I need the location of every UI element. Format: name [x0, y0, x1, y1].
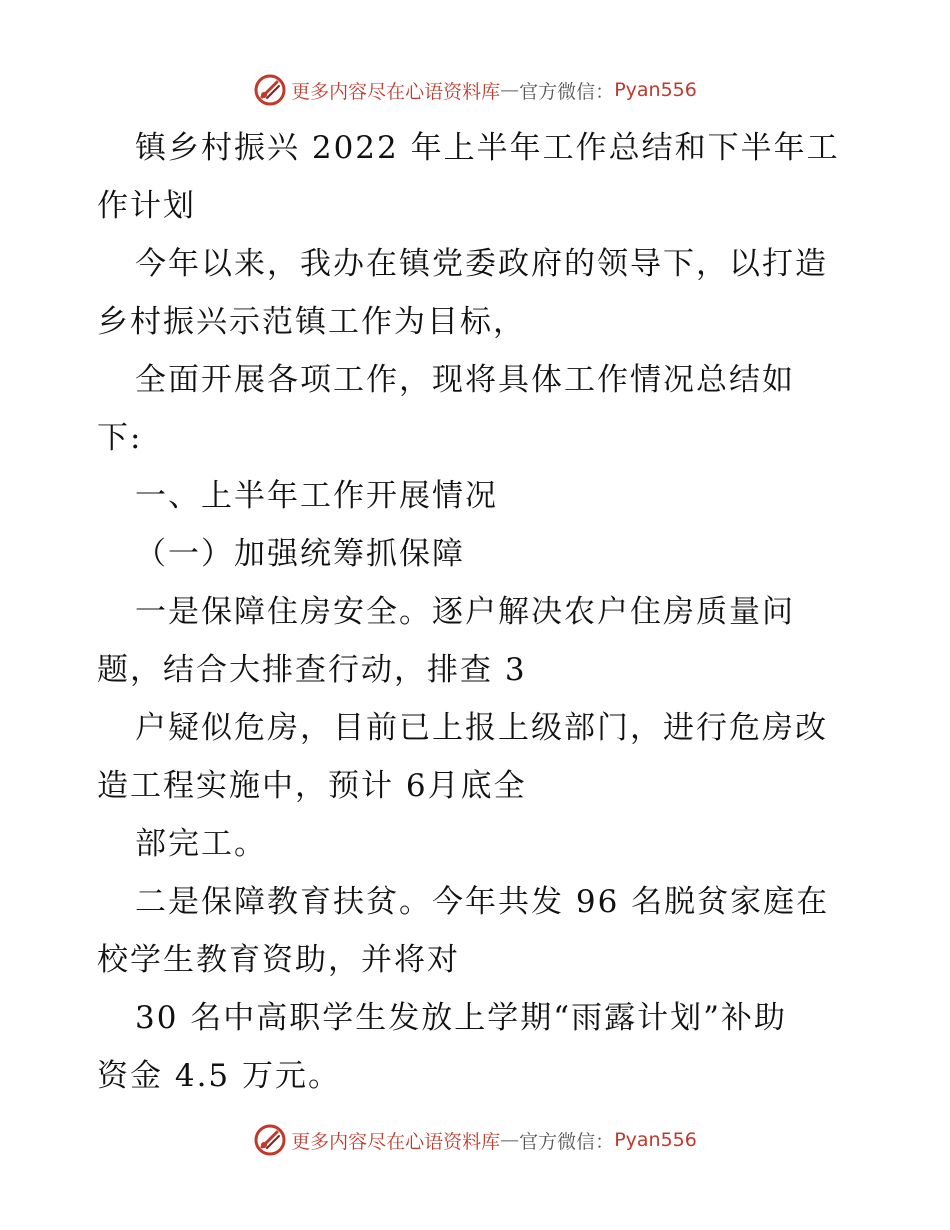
doc-paragraph-line: 户疑似危房，目前已上报上级部门，进行危房改 [135, 710, 828, 746]
doc-paragraph-line: 下: [97, 420, 143, 456]
footer-watermark-banner [0, 1120, 950, 1160]
brand-logo-icon [253, 1123, 287, 1157]
banner-separator: — [500, 1129, 520, 1151]
doc-title-line-1: 镇乡村振兴 2022 年上半年工作总结和下半年工 [135, 130, 840, 166]
doc-paragraph-line: 全面开展各项工作，现将具体工作情况总结如 [135, 362, 795, 398]
doc-paragraph-line: 乡村振兴示范镇工作为目标， [97, 304, 526, 340]
doc-paragraph-line: 部完工。 [135, 826, 267, 862]
banner-wechat-label: 官方微信： [519, 1130, 615, 1153]
doc-paragraph-line: 资金 4.5 万元。 [97, 1058, 342, 1094]
doc-paragraph-line: 今年以来，我办在镇党委政府的领导下，以打造 [135, 246, 828, 282]
banner-main-text: 更多内容尽在心语资料库 [291, 80, 501, 103]
doc-paragraph-line: 造工程实施中，预计 6月底全 [97, 768, 527, 804]
brand-logo-icon [253, 73, 287, 107]
doc-subsection-heading: （一）加强统筹抓保障 [135, 536, 465, 572]
doc-paragraph-line: 二是保障教育扶贫。今年共发 96 名脱贫家庭在 [135, 884, 830, 920]
doc-title-line-2: 作计划 [97, 188, 196, 224]
banner-wechat-label: 官方微信： [519, 80, 615, 103]
banner-main-text: 更多内容尽在心语资料库 [291, 1130, 501, 1153]
doc-paragraph-line: 题，结合大排查行动，排查 3 [97, 652, 527, 688]
header-watermark-banner [0, 70, 950, 110]
doc-paragraph-line: 一是保障住房安全。逐户解决农户住房质量问 [135, 594, 795, 630]
banner-wechat-id: Pyan556 [614, 79, 697, 101]
doc-paragraph-line: 30 名中高职学生发放上学期“雨露计划”补助 [135, 1000, 787, 1036]
doc-paragraph-line: 校学生教育资助，并将对 [97, 942, 460, 978]
banner-wechat-id: Pyan556 [614, 1129, 697, 1151]
banner-separator: — [500, 79, 520, 101]
doc-section-heading: 一、上半年工作开展情况 [135, 478, 498, 514]
